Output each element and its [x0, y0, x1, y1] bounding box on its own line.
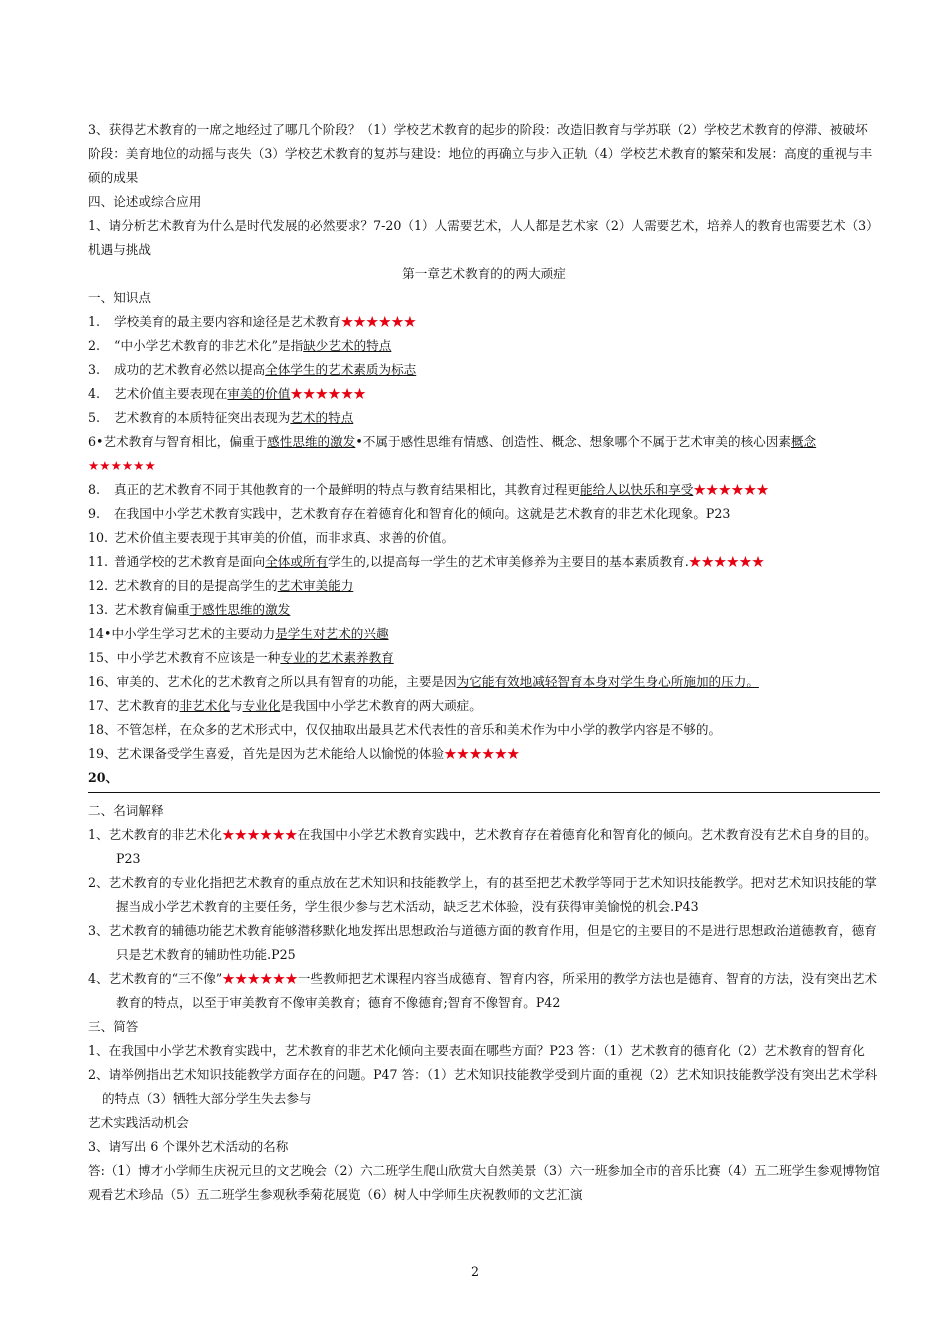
- short-answer-heading: 三、简答: [88, 1019, 139, 1034]
- short-answer-2: 2、请举例指出艺术知识技能教学方面存在的问题。P47 答：（1）艺术知识技能教学受到片面的重视（2）艺术知识技能教学没有突出艺术学科的特点（3）牺牲大部分学生失去参与: [88, 1067, 878, 1106]
- knowledge-item-1: 1. 学校美育的最主要内容和途径是艺术教育★★★★★★: [88, 314, 417, 329]
- term-1: 1、艺术教育的非艺术化★★★★★★在我国中小学艺术教育实践中，艺术教育存在着德育化和智育化的倾向。艺术教育没有艺术自身的目的。P23: [88, 827, 877, 866]
- star-rating: ★★★★★★: [290, 386, 366, 401]
- knowledge-item-18: 18、不管怎样，在众多的艺术形式中，仅仅抽取出最具艺术代表性的音乐和美术作为中小学的教学内容是不够的。: [88, 722, 722, 737]
- short-answer-1: 1、在我国中小学艺术教育实践中，艺术教育的非艺术化倾向主要表面在哪些方面？P23 答：（1）艺术教育的德育化（2）艺术教育的智育化: [88, 1043, 865, 1058]
- star-rating: ★★★★★★: [688, 554, 765, 569]
- section-divider: [88, 792, 880, 793]
- knowledge-item-13: 13. 艺术教育偏重于感性思维的激发: [88, 602, 291, 617]
- star-rating: ★★★★★★: [444, 746, 520, 761]
- term-3: 3、艺术教育的辅德功能艺术教育能够潜移默化地发挥出思想政治与道德方面的教育作用，但是它的主要目的不是进行思想政治道德教育，德育只是艺术教育的辅助性功能.P25: [88, 923, 877, 962]
- knowledge-item-15: 15、中小学艺术教育不应该是一种专业的艺术素养教育: [88, 650, 394, 665]
- term-2: 2、艺术教育的专业化指把艺术教育的重点放在艺术知识和技能教学上，有的甚至把艺术教学等同于艺术知识技能教学。把对艺术知识技能的掌握当成小学艺术教育的主要任务，学生很少参与艺术活动，缺乏艺术体验，没有获得审美愉悦的机会.P43: [88, 875, 877, 914]
- chapter-title: 第一章艺术教育的的两大顽症: [402, 266, 566, 281]
- star-rating: ★★★★★★: [693, 482, 769, 497]
- star-rating: ★★★★★★: [340, 314, 417, 329]
- short-answer-3-answer: 答:（1）博才小学师生庆祝元旦的文艺晚会（2）六二班学生爬山欣赏大自然美景（3）六一班参加全市的音乐比赛（4）五二班学生参观博物馆观看艺术珍品（5）五二班学生参观秋季菊花展览（6）树人中学师生庆祝教师的文艺汇演: [88, 1163, 880, 1202]
- knowledge-item-20: 20、: [88, 770, 119, 785]
- knowledge-item-16: 16、审美的、艺术化的艺术教育之所以具有智育的功能，主要是因为它能有效地减轻智育本身对学生身心所施加的压力。: [88, 674, 759, 689]
- short-answer-2-cont: 艺术实践活动机会: [88, 1115, 189, 1130]
- knowledge-item-9: 9. 在我国中小学艺术教育实践中，艺术教育存在着德育化和智育化的倾向。这就是艺术教育的非艺术化现象。P23: [88, 506, 731, 521]
- knowledge-item-2: 2. “中小学艺术教育的非艺术化”是指缺少艺术的特点: [88, 338, 392, 353]
- terms-heading: 二、名词解释: [88, 803, 164, 818]
- knowledge-item-12: 12. 艺术教育的目的是提高学生的艺术审美能力: [88, 578, 354, 593]
- knowledge-item-10: 10. 艺术价值主要表现于其审美的价值，而非求真、求善的价值。: [88, 530, 455, 545]
- knowledge-item-3: 3. 成功的艺术教育必然以提高全体学生的艺术素质为标志: [88, 362, 417, 377]
- knowledge-item-8: 8. 真正的艺术教育不同于其他教育的一个最鲜明的特点与教育结果相比，其教育过程更能给人以快乐和享受★★★★★★: [88, 482, 769, 497]
- star-rating: ★★★★★★: [88, 458, 156, 473]
- knowledge-item-11: 11. 普通学校的艺术教育是面向全体或所有学生的,以提高每一学生的艺术审美修养为主要目的基本素质教育.★★★★★★: [88, 554, 765, 569]
- knowledge-item-5: 5. 艺术教育的本质特征突出表现为艺术的特点: [88, 410, 354, 425]
- term-4: 4、艺术教育的“三不像”★★★★★★一些教师把艺术课程内容当成德育、智育内容，所采用的教学方法也是德育、智育的方法，没有突出艺术教育的特点，以至于审美教育不像审美教育；德育不像德育;智育不像智育。P42: [88, 971, 878, 1010]
- section-4-heading: 四、论述或综合应用: [88, 194, 202, 209]
- knowledge-item-19: 19、艺术课备受学生喜爱，首先是因为艺术能给人以愉悦的体验★★★★★★: [88, 746, 520, 761]
- intro-q1: 1、请分析艺术教育为什么是时代发展的必然要求？7-20（1）人需要艺术，人人都是艺术家（2）人需要艺术，培养人的教育也需要艺术（3）机遇与挑战: [88, 218, 879, 257]
- knowledge-item-6: 6•艺术教育与智育相比，偏重于感性思维的激发•不属于感性思维有情感、创造性、概念、想象哪个不属于艺术审美的核心因素概念 ★★★★★★: [88, 434, 817, 473]
- page-content: [88, 118, 880, 1207]
- knowledge-item-14: 14•中小学生学习艺术的主要动力是学生对艺术的兴趣: [88, 626, 389, 641]
- star-rating: ★★★★★★: [222, 971, 298, 986]
- page-number: 2: [470, 1264, 479, 1279]
- star-rating: ★★★★★★: [221, 827, 298, 842]
- knowledge-item-17: 17、艺术教育的非艺术化与专业化是我国中小学艺术教育的两大顽症。: [88, 698, 482, 713]
- knowledge-heading: 一、知识点: [88, 290, 151, 305]
- short-answer-3: 3、请写出 6 个课外艺术活动的名称: [88, 1139, 289, 1154]
- knowledge-item-4: 4. 艺术价值主要表现在审美的价值★★★★★★: [88, 386, 366, 401]
- intro-q3: 3、获得艺术教育的一席之地经过了哪几个阶段？（1）学校艺术教育的起步的阶段：改造旧教育与学苏联（2）学校艺术教育的停滞、被破坏阶段：美育地位的动摇与丧失（3）学校艺术教育的复苏与建设：地位的再确立与步入正轨（4）学校艺术教育的繁荣和发展：高度的重视与丰硕的成果: [88, 122, 873, 185]
